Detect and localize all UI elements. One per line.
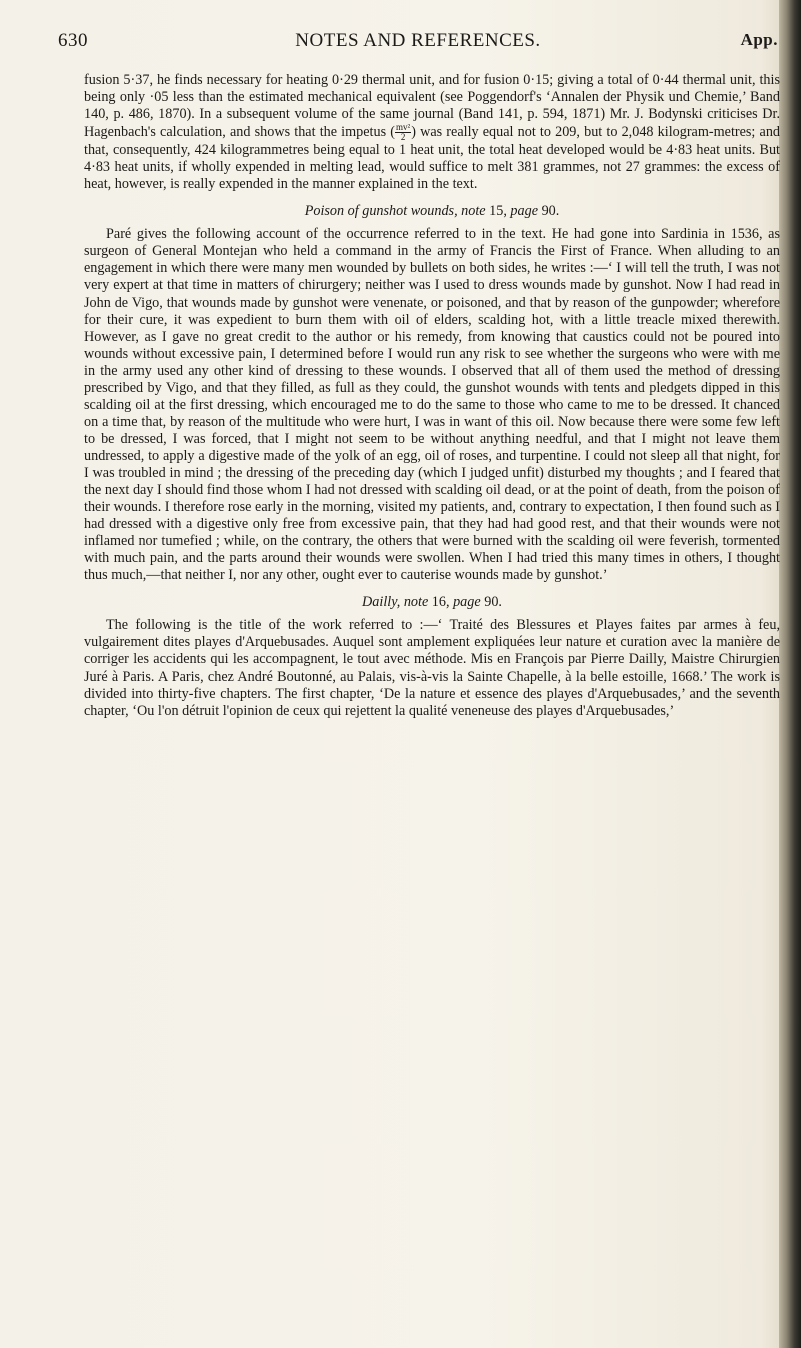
heading-italic: Poison of gunshot wounds, note: [304, 203, 486, 220]
heading-page-number: 90.: [538, 203, 560, 220]
paragraph-continuation: [84, 72, 780, 193]
paragraph-pare: Paré gives the following account of the occurrence referred to in the text. He had gone into Sardinia in 1536, as surgeon of General Montejan who held a command in the army of Francis the First of France. When alluding to an engagement in which there were many men wounded by bullets on both sides, he writes :—‘ I will tell the truth, I was not very expert at that time in matters of chirurgery; neither was I used to dress wounds made by gunshot. Now I had read in John de Vigo, that wounds made by gunshot were venenate, or poisoned, and that by reason of the gunpowder; wherefore for their cure, it was expedient to burn them with oil of elders, scalding hot, with a little treacle mixed therewith. However, as I gave no great credit to the author or his remedy, from knowing that caustics could not be poured into wounds without excessive pain, I determined before I would run any risk to see whether the surgeons who were with me in the army used any other kind of dressing to these wounds. I observed that all of them used the method of dressing prescribed by Vigo, and that they filled, as full as they could, the gunshot wounds with tents and pledgets dipped in this scalding oil at the first dressing, which encouraged me to do the same to those who came to me to be dressed. It chanced on a time that, by reason of the multitude who were hurt, I was in want of this oil. Now because there were some few left to be dressed, I was forced, that I might not seem to be without anything needful, and that I might not leave them undressed, to apply a digestive made of the yolk of an egg, oil of roses, and turpentine. I could not sleep all that night, for I was troubled in mind ; the dressing of the preceding day (which I judged unfit) disturbed my thoughts ; and I feared that the next day I should find those whom I had not dressed with scalding oil dead, or at the point of death, from the poison of their wounds. I therefore rose early in the morning, visited my patients, and, contrary to expectation, I then found such as I had dressed with a digestive only free from excessive pain, that they had had good rest, and that their wounds were not inflamed nor tumefied ; while, on the contrary, the others that were burned with the scalding oil were feverish, tormented with much pain, and the parts around their wounds were swollen. When I had tried this many times in others, I thought thus much,—that neither I, nor any other, ought ever to cauterise wounds made by gunshot.’: [84, 226, 780, 584]
running-section-label: App.: [740, 30, 778, 49]
section-heading-dailly: [84, 594, 780, 611]
page-number: 630: [58, 30, 88, 51]
fraction-numerator: mv²: [396, 122, 411, 133]
paragraph-dailly: The following is the title of the work referred to :—‘ Traité des Blessures et Playes faites par armes à feu, vulgairement dites playes d'Arquebusades. Auquel sont amplement expliquées leur nature et curation avec la manière de corriger les accidents qui les accompagnent, le tout avec méthode. Mis en François par Pierre Dailly, Maistre Chirurgien Juré à Paris. A Paris, chez André Boutonné, au Palais, vis-à-vis la Sainte Chapelle, à la belle estoille, 1668.’ The work is divided into thirty-five chapters. The first chapter, ‘De la nature et essence des playes d'Arquebusades,’ and the seventh chapter, ‘Ou l'on détruit l'opinion de ceux qui rejettent la qualité veneneuse des playes d'Arquebusades,’: [84, 617, 780, 719]
heading-note-number: 16,: [428, 594, 454, 611]
fraction-denominator: 2: [400, 132, 406, 143]
heading-page-number: 90.: [480, 594, 502, 611]
section-heading-poison: [84, 203, 780, 220]
page-header: [58, 30, 778, 64]
heading-page-label: page: [453, 594, 481, 611]
paragraph-text-a: fusion 5·37, he finds necessary for heating 0·29 thermal unit, and for fusion 0·15; giving a total of 0·44 thermal unit, this being only ·05 less than the estimated mechanical equivalent (see Poggendorf's ‘Annalen der Physik und Chemie,’ Band 140, p. 486, 1870). In a subsequent volume of the same journal (Band 141, p. 594, 1871) Mr. J. Bodynski criticises Dr. Hagenbach's calculation, and shows that the impetus (: [84, 72, 780, 140]
impetus-fraction: [395, 123, 411, 142]
page-body: [84, 72, 780, 720]
paragraph-text-b: ) was really equal not to 209, but to 2,048 kilogram-metres; and that, consequently, 424 kilogrammetres being equal to 1 heat unit, the total heat developed would be 4·83 heat units. But 4·83 heat units, if wholly expended in melting lead, would suffice to melt 381 grammes, not 27 grammes: the excess of heat, however, is really expended in the manner explained in the text.: [84, 123, 781, 193]
heading-italic: Dailly, note: [362, 594, 429, 611]
running-title: NOTES AND REFERENCES.: [295, 30, 541, 51]
heading-page-label: page: [510, 203, 539, 220]
page-edge-shadow: [779, 0, 801, 1348]
heading-note-number: 15,: [485, 203, 511, 220]
